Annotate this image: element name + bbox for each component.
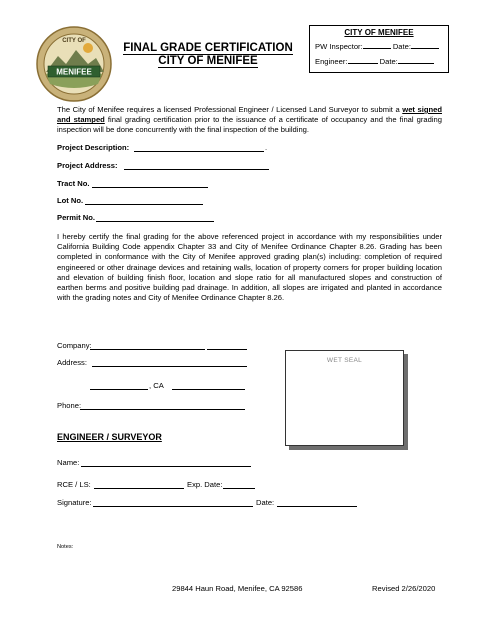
lot-field[interactable] (85, 204, 203, 205)
sign-date-label: Date: (256, 498, 275, 507)
rce-ls-field[interactable] (94, 488, 184, 489)
project-description-end: . (265, 143, 268, 152)
engineer-name-field[interactable] (81, 466, 251, 467)
signature-field[interactable] (93, 506, 253, 507)
exp-date-field[interactable] (223, 488, 255, 489)
phone-label: Phone: (57, 401, 82, 410)
engineer-surveyor-heading: ENGINEER / SURVEYOR (57, 432, 162, 442)
project-description-label: Project Description: (57, 143, 130, 152)
footer-address: 29844 Haun Road, Menifee, CA 92586 (172, 584, 303, 593)
exp-date-label: Exp. Date: (187, 480, 223, 489)
form-title: FINAL GRADE CERTIFICATION (123, 42, 293, 54)
rce-ls-label: RCE / LS: (57, 480, 91, 489)
address-field[interactable] (92, 366, 247, 367)
intro-paragraph: The City of Menifee requires a licensed Professional Engineer / Licensed Land Surveyor to submit a wet signed and stamped final grading certification prior to the issuance of a certificate of occupancy and the final grading inspection will be done concurrently with the final inspection of the building. (57, 105, 442, 135)
engineer-row: Engineer: Date: (315, 56, 434, 66)
wet-seal-box (285, 350, 404, 446)
certification-paragraph: I hereby certify the final grading for the above referenced project in accordance with my responsibilities under California Building Code appendix Chapter 33 and City of Menifee Ordinance Chapter 8.26. Grading has been completed in conformance with the City of Menifee approved grading plan(s) including: completion of required engineered or other drainage devices and retaining walls, location of property corners for proper building location and elevation of building finish floor, location and slope ratio for all manufactured slopes and construction of earthen berms and positive building pad drainage. In addition, all slopes are irrigated and planted in accordance with the grading notes and City of Menifee Ordinance Chapter 8.26. (57, 232, 442, 303)
permit-label: Permit No. (57, 213, 95, 222)
tract-label: Tract No. (57, 179, 90, 188)
svg-text:CITY OF: CITY OF (62, 38, 86, 44)
project-address-label: Project Address: (57, 161, 118, 170)
form-subtitle: CITY OF MENIFEE (158, 55, 258, 67)
pw-inspector-row: PW Inspector: Date: (315, 41, 439, 51)
office-use-box (309, 25, 449, 73)
company-field[interactable] (90, 349, 205, 350)
city-seal-logo (36, 26, 112, 102)
lot-label: Lot No. (57, 196, 84, 205)
city-state-sep: , CA (149, 381, 164, 390)
svg-text:MENIFEE: MENIFEE (56, 67, 92, 77)
permit-field[interactable] (96, 221, 214, 222)
project-description-field[interactable] (134, 151, 264, 152)
phone-field[interactable] (80, 409, 245, 410)
tract-field[interactable] (92, 187, 208, 188)
engineer-name-label: Name: (57, 458, 80, 467)
company-label: Company: (57, 341, 92, 350)
office-box-title: CITY OF MENIFEE (344, 28, 414, 37)
signature-label: Signature: (57, 498, 92, 507)
sign-date-field[interactable] (277, 506, 357, 507)
project-address-field[interactable] (124, 169, 269, 170)
zip-field[interactable] (172, 389, 245, 390)
address-label: Address: (57, 358, 87, 367)
wet-seal-label: WET SEAL (326, 357, 363, 364)
notes-label: Notes: (57, 544, 74, 550)
company-field-2[interactable] (207, 349, 247, 350)
city-field[interactable] (90, 389, 148, 390)
footer-revised: Revised 2/26/2020 (372, 584, 436, 593)
